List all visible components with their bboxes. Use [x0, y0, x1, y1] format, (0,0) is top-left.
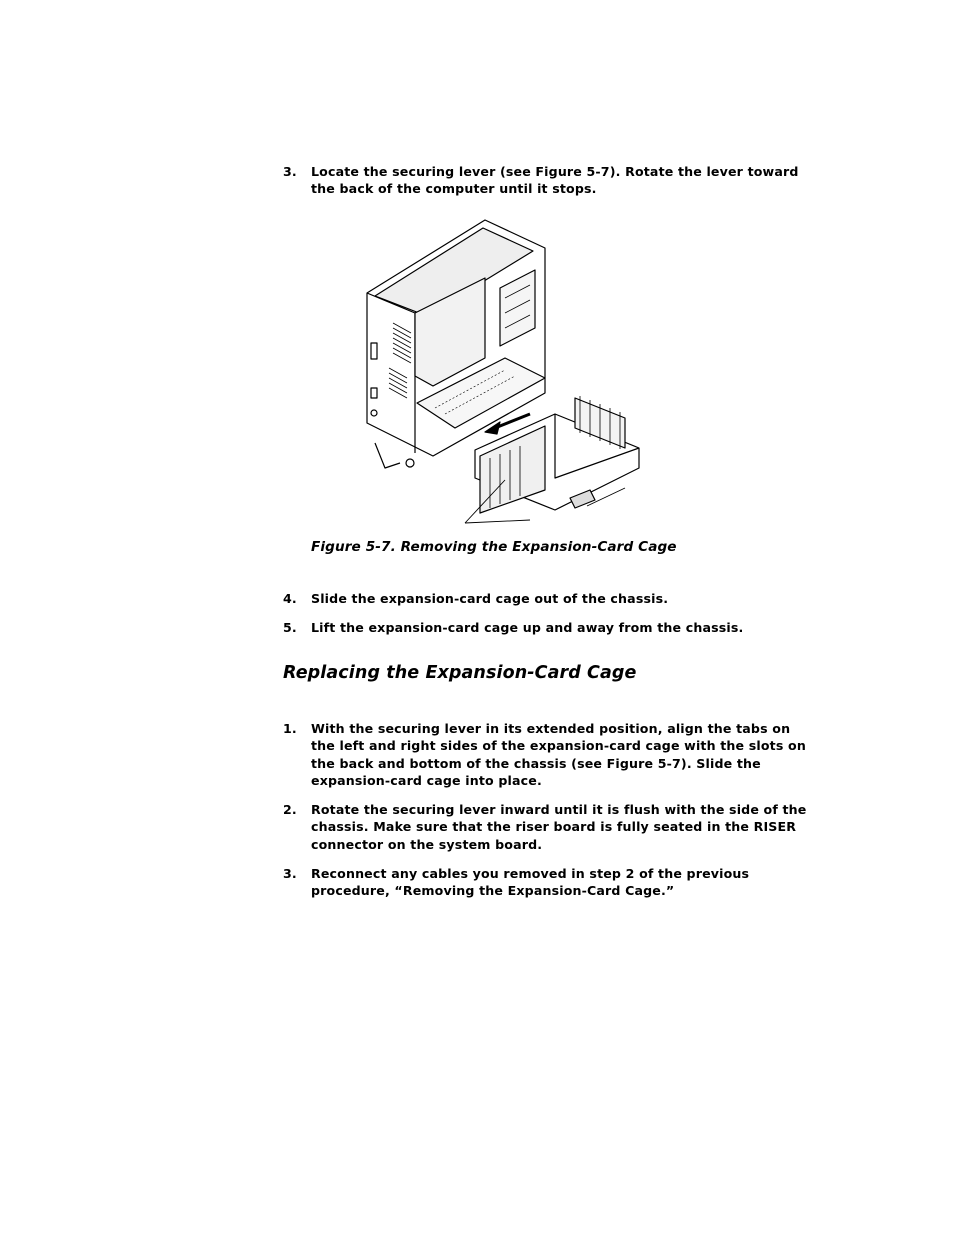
step-item [283, 720, 818, 789]
step-number: 2. [283, 802, 297, 818]
step-number: 4. [283, 591, 297, 606]
step-item [283, 163, 818, 198]
steps-bottom [283, 720, 818, 900]
step-text: Locate the securing lever (see Figure 5-7). Rotate the lever toward the back of the computer until it stops. [311, 164, 799, 197]
step-number: 3. [283, 164, 297, 179]
step-item [283, 590, 818, 607]
step-item [283, 865, 818, 900]
step-text: With the securing lever in its extended position, align the tabs on the left and right sides of the expansion-card cage with the slots on the back and bottom of the chassis (see Figure 5-7). Slide the expansion-card cage into place. [311, 721, 806, 788]
step-text: Slide the expansion-card cage out of the chassis. [311, 591, 669, 606]
steps-top [283, 163, 818, 198]
step-text: Lift the expansion-card cage up and away from the chassis. [311, 620, 744, 636]
step-text: Reconnect any cables you removed in step 2 of the previous procedure, “Removing the Expansion-Card Cage.” [311, 866, 750, 899]
step-item [283, 801, 818, 853]
step-number: 5. [283, 620, 297, 636]
step-number: 1. [283, 721, 297, 736]
step-text: Rotate the securing lever inward until it is flush with the side of the chassis. Make sure that the riser board is fully seated in the RISER connector on the system board. [311, 802, 807, 852]
step-item [283, 619, 818, 636]
figure-caption: Figure 5-7. Removing the Expansion-Card Cage [311, 539, 677, 555]
expansion-card-cage-figure [355, 218, 645, 528]
step-number: 3. [283, 866, 297, 882]
section-heading: Replacing the Expansion-Card Cage [283, 663, 637, 683]
steps-middle [283, 590, 818, 637]
